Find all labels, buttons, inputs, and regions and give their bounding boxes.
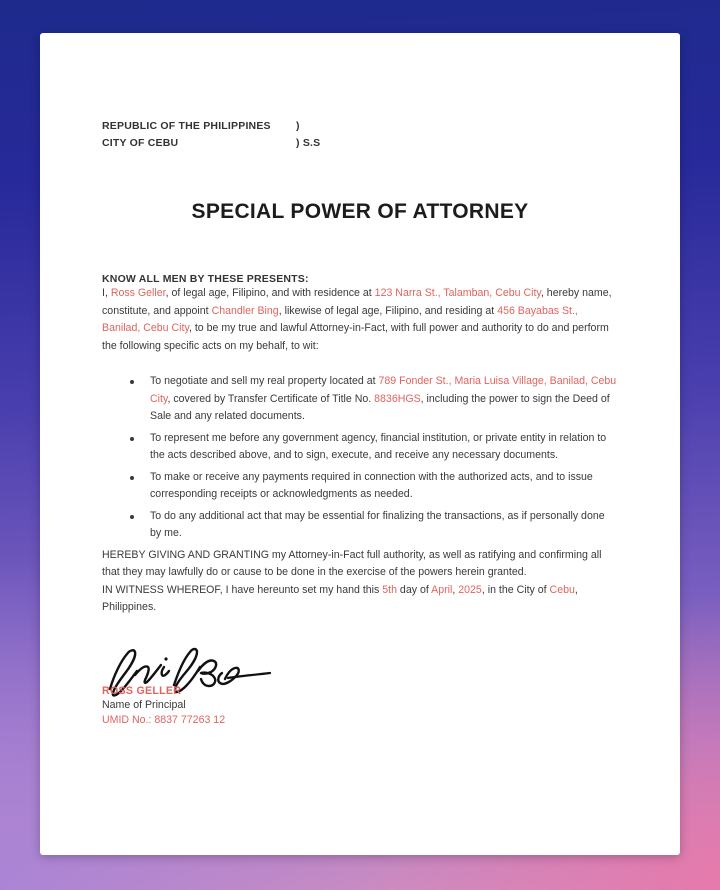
signature-block [102, 645, 618, 726]
jurisdiction-line-1 [102, 118, 618, 135]
property-address-field: 789 Fonder St., Maria Luisa Village, Banilad, Cebu City [150, 375, 617, 405]
act-text-1: To make or receive any payments required in connection with the authorized acts, and to issue corresponding receipts or acknowledgments as needed. [150, 470, 593, 500]
signature-role-label: Name of Principal [102, 698, 186, 711]
jurisdiction-line-2 [102, 135, 618, 152]
principal-address-field: 123 Narra St., Talamban, Cebu City [374, 287, 541, 299]
signature-id-number: UMID No.: 8837 77263 12 [102, 713, 226, 726]
attorney-name-field: Chandler Bing [211, 304, 279, 317]
witness-text-5: , Philippines. [102, 583, 578, 613]
list-item [140, 430, 618, 465]
principal-name-field: Ross Geller [110, 287, 166, 299]
intro-text-2: , of legal age, Filipino, and with residence at [165, 287, 375, 299]
act-text-3: , including the power to sign the Deed of Sale and any related documents. [150, 392, 610, 422]
jurisdiction-block [102, 118, 618, 152]
list-item [140, 469, 618, 504]
city-field: Cebu [549, 583, 575, 596]
intro-text-5: , to be my true and lawful Attorney-in-Fact, with full power and authority to do and perform the following specific acts on my behalf, to wit: [102, 322, 609, 352]
act-text-1: To negotiate and sell my real property located at [150, 375, 379, 387]
act-text-1: To do any additional act that may be essential for finalizing the transactions, as if personally done by me. [150, 509, 605, 539]
act-text-2: , covered by Transfer Certificate of Title No. [167, 392, 375, 405]
month-field: April [431, 583, 453, 596]
salutation: KNOW ALL MEN BY THESE PRESENTS: [102, 273, 309, 285]
city-label: CITY OF CEBU [102, 137, 179, 149]
page-title: SPECIAL POWER OF ATTORNEY [191, 200, 529, 223]
republic-paren: ) [296, 120, 300, 132]
list-item [140, 373, 618, 426]
list-item [140, 508, 618, 543]
witness-text-1: IN WITNESS WHEREOF, I have hereunto set my hand this [102, 583, 383, 596]
title-number-field: 8836HGS [374, 392, 421, 405]
attorney-address-field: 456 Bayabas St., Banilad, Cebu City [102, 304, 578, 334]
intro-text-4: , likewise of legal age, Filipino, and residing at [278, 304, 498, 317]
year-field: 2025 [458, 583, 482, 596]
authorized-acts-list [102, 373, 618, 543]
document-content [102, 118, 618, 726]
republic-label: REPUBLIC OF THE PHILIPPINES [102, 120, 271, 132]
day-field: 5th [382, 583, 397, 596]
witness-text-4: , in the City of [481, 583, 550, 596]
intro-paragraph [102, 285, 618, 355]
witness-clause-paragraph [102, 582, 618, 617]
witness-text-2: day of [396, 583, 432, 596]
signature-principal-name: ROSS GELLER [102, 684, 182, 697]
document-page [40, 33, 680, 855]
granting-clause-paragraph: HEREBY GIVING AND GRANTING my Attorney-in-Fact full authority, as well as ratifying and confirming all that they may lawfully do or cause to be done in the exercise of the powers herein granted. [102, 548, 602, 578]
ss-paren: ) S.S [296, 137, 321, 149]
witness-text-3: , [452, 583, 459, 596]
intro-text-3: , hereby name, constitute, and appoint [102, 287, 612, 317]
intro-text-1: I, [102, 287, 111, 299]
act-text-1: To represent me before any government agency, financial institution, or private entity in relation to the acts described above, and to sign, execute, and receive any necessary documents. [150, 431, 607, 461]
